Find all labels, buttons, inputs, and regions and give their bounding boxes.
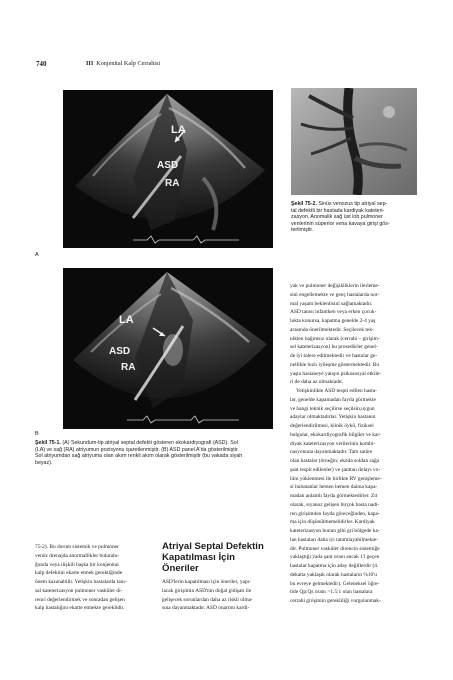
echo-panel-b-image: [63, 268, 273, 429]
label-asd-a: ASD: [157, 160, 179, 171]
caption-75-1-line-3: Sol atriyumdan sağ atriyuma olan akım renkli akım olarak gösterilmiştir (bu vakada siyah: [35, 453, 243, 460]
right-column-text: [290, 282, 422, 606]
echo-panel-b: [63, 268, 273, 429]
figure-75-1-caption: [35, 440, 287, 466]
panel-letter-b: B: [35, 431, 39, 437]
label-ra-a: RA: [165, 178, 180, 189]
section-number: III: [86, 60, 94, 67]
echo-panel-a: [63, 90, 273, 248]
panel-letter-a: A: [35, 252, 39, 258]
middle-line-4: sına dayanmaktadır. ASD onarımı kardi-: [162, 605, 250, 612]
caption-75-2-line-5: terilmiştir.: [291, 227, 314, 234]
left-line-4: kalp defektini ekarte etmek gerektiğinde: [35, 570, 123, 577]
caption-75-2-line-1: Şekil 75-2. Sinüs venozus tip atriyal sep-: [291, 201, 388, 207]
middle-line-2: lacak girişimin ASD'nin doğal gidişatı ile: [162, 587, 252, 594]
middle-line-3: gelişecek sorunlardan daha az riskli olma-: [162, 596, 253, 603]
caption-75-2-line-4: venlerinin süperior vena kavaya girişi gös-: [291, 220, 390, 227]
angiography-image-graphic: [291, 88, 417, 195]
middle-column-text: [162, 578, 286, 613]
caption-75-1-line-2: (LA) ve sağ (RA) atriyumun pozisyonu işaretlenmiştir. (B) ASD panel A'da gösterilmiştir.: [35, 446, 239, 453]
caption-75-1-line-4: beyaz).: [35, 459, 53, 466]
right-column-paragraph-2: Yetişkinlikte ASD tespit edilen hasta- lar, genelde kapamadan fayda görmekte ve hangi teknik seçilirse seçilsin,uygun adaylar olmaktadırlar. Yetişkin hastanın değerlendirilmesi, klinik öykü, fiziksel bulgular, ekokardiyografik bilgiler ve kar- diyak kateterizasyon verilerinin kombi- nasyonuna dayanmaktadır. Tam satüre olan hastalar (örneğin; ekoda soldan sağa şant tespit edilenler) ve şanttan dolayı vo- lüm yüklenmesi ile birlikte RV genişleme- si bulunanlar hemen hemen daima kapa- madan anlamlı fayda görmektedirler. Zıt olarak, siyanoz gelişen birçok hasta nadi- ren girişimden fayda göreceğinden, kapa- ma için düşünülmemelidirler. Kardiyak kateterizasyon bunun gibi gri bölgede ka- lan hastaları daha iyi tanımlayabilmekte- dir. Pulmoner vasküler direncin sistemiğe yaklaştığı yada şant oranı ancak 1'i geçen hastalar kapatma için aday değillerdir (4. dekatta yaklaşık olarak hastaların %10'u bu evreye gelmektedir). Geleneksel öğre- tide Qp:Qs oranı >1.5:1 olan hastalara cerrahi girişimin gerekliliği vurgulanmak-: [290, 388, 382, 604]
label-la-a: LA: [171, 124, 186, 136]
right-column-paragraph-1: yak ve pulmoner değişikliklerin ilerleme- sini engellemekte ve genç hastalarda nor- mal yaşam beklentisini sağlamaktadır. ASD tanısı infantken veya erken çocuk- lukta konursa, kapatma genelde 2-4 yaş arasında önerilmektedir. Seçilecek tek- nikten bağımsız olarak (cerrahi – girişim- sel kateterizasyon) bu prosedürler genel- de iyi tolere edilmektedir ve hastalar ge- nellikle hızlı iyileşme göstermektedir. Bu yaşta hastaneye yatışın psikososyal etkile- ri de daha az olmaktadır.: [290, 283, 382, 386]
page-number: 740: [36, 60, 47, 68]
left-line-5: önem kazanabilir. Yetişkin hastalarda tanı-: [35, 579, 127, 585]
label-la-b: LA: [119, 314, 134, 326]
figure-75-1-label: Şekil 75-1.: [35, 440, 61, 446]
left-line-1: 75-2). Bu durum sistemik ve pulmoner: [35, 544, 119, 550]
caption-75-1-line-1: Şekil 75-1. (A) Sekundum-tip atriyal septal defekti gösteren ekokardiyografi (ASD). Sol: [35, 440, 238, 446]
figure-75-2-label: Şekil 75-2.: [291, 201, 317, 207]
running-head: [86, 60, 160, 67]
caption-75-2-line-3: zasyon. Anomalik sağ üst lob pulmoner: [291, 214, 383, 221]
left-line-3: ğunda veya ilişkili başka bir konjenital: [35, 561, 119, 568]
caption-75-2-line-2: tal defektli bir hastada kardiyak kateteri-: [291, 207, 385, 214]
figure-75-2-caption: [291, 201, 421, 234]
left-column-text: [35, 543, 153, 613]
section-heading: Atriyal Septal Defektin Kapatılması İçin Öneriler: [162, 541, 264, 574]
left-line-2: venöz drenajda anormallikler bulundu-: [35, 552, 119, 559]
left-line-6: sal kateterizasyon pulmoner vasküler di-: [35, 587, 123, 594]
left-line-7: renci değerlendirmek ve sonradan gelişen: [35, 596, 125, 603]
middle-line-1: ASD'lerin kapatılması için öneriler, yapı-: [162, 579, 251, 585]
left-line-8: kalp hastalığını ekarte etmekte gereklidir.: [35, 605, 125, 612]
chapter-title: Konjenital Kalp Cerrahisi: [96, 60, 161, 67]
label-asd-b: ASD: [109, 346, 131, 357]
label-ra-b: RA: [121, 362, 136, 373]
angiography-image: [291, 88, 417, 195]
